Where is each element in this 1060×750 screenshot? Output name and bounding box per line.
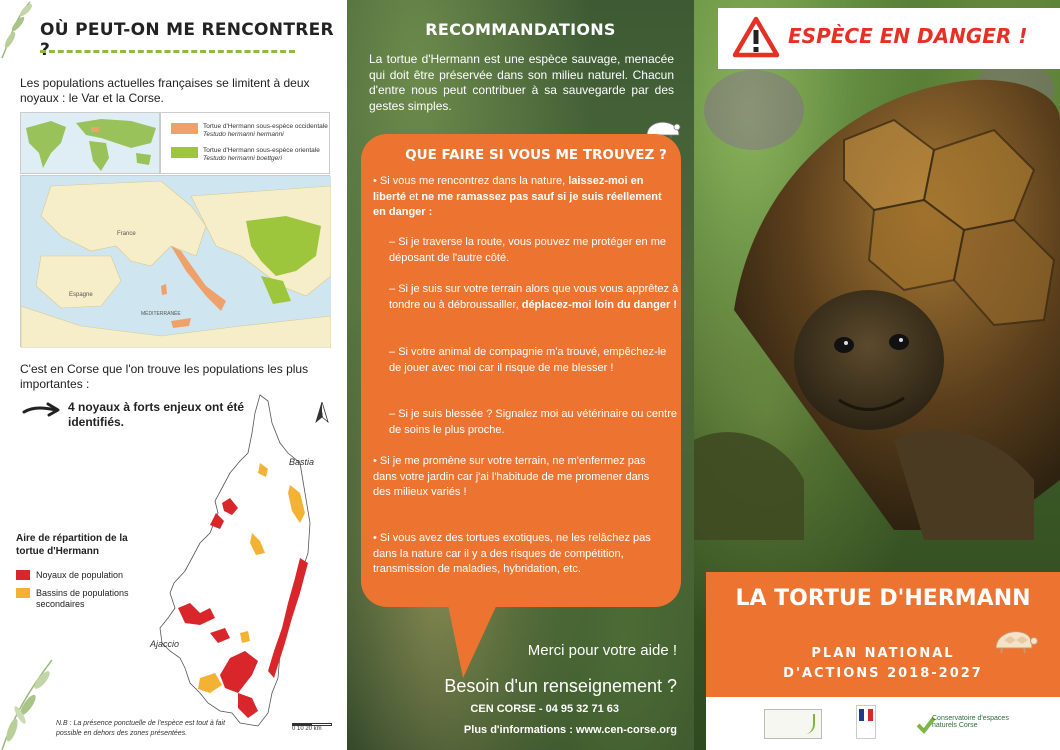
merci-text: Merci pour votre aide ! bbox=[527, 642, 677, 659]
legend-title: Aire de répartition de la tortue d'Hermann bbox=[16, 533, 128, 557]
title-block bbox=[706, 572, 1060, 697]
speech-bubble-tail bbox=[407, 600, 527, 680]
middle-panel bbox=[347, 0, 694, 750]
legend-noyaux: Noyaux de population bbox=[16, 570, 123, 581]
logo-republique bbox=[856, 705, 876, 739]
list-item-2: • Si je me promène sur votre terrain, ne m'enfermez pas dans votre jardin car j'ai l'habitude de me promener dans des milieux variés ! bbox=[373, 455, 650, 498]
sub-item-1: – Si je traverse la route, vous pouvez me protéger en me déposant de l'autre côté. bbox=[389, 236, 666, 264]
legend-item-west: Tortue d'Hermann sous-espèce occidentale Testudo hermanni hermanni bbox=[171, 123, 328, 139]
world-map bbox=[20, 112, 160, 174]
recommandations-text: La tortue d'Hermann est une espèce sauvage, menacée qui doit être préservée dans son milieu naturel. Chacun d'entre nous peut contribuer à sa sauvegarde par des gestes simples. bbox=[369, 52, 674, 113]
danger-label: ESPÈCE EN DANGER ! bbox=[788, 24, 1028, 48]
recommandations-title: RECOMMANDATIONS bbox=[425, 20, 616, 39]
left-panel bbox=[0, 0, 347, 750]
besoin-text: Besoin d'un renseignement ? bbox=[444, 676, 677, 696]
legend-swatch-green bbox=[171, 147, 198, 158]
olive-branch-bottom-icon bbox=[0, 655, 60, 750]
sub-item-2: – Si je suis sur votre terrain alors que vous vous apprêtez à tondre ou à débroussailler, déplacez-moi loin du danger ! bbox=[389, 283, 679, 311]
turtle-icon bbox=[992, 626, 1038, 656]
europe-map bbox=[20, 175, 330, 347]
list-item-3: • Si vous avez des tortues exotiques, ne les relâchez pas dans la nature car il y a des risques de compétition, transmission de maladies, hybridation, etc. bbox=[373, 532, 651, 575]
main-title: LA TORTUE D'HERMANN bbox=[735, 586, 1031, 611]
olive-branch-top-icon bbox=[0, 0, 36, 60]
city-label-bastia: Bastia bbox=[289, 457, 315, 467]
legend-bassins: Bassins de populations secondaires bbox=[16, 588, 136, 610]
corse-intro-text: C'est en Corse que l'on trouve les populations les plus importantes : bbox=[20, 362, 309, 391]
website-link[interactable]: Plus d'informations : www.cen-corse.org bbox=[463, 724, 677, 736]
speech-bubble bbox=[361, 134, 681, 607]
sub-item-4: – Si je suis blessée ? Signalez moi au vétérinaire ou centre de soins le plus proche. bbox=[389, 408, 678, 436]
north-arrow-icon: N bbox=[315, 402, 329, 429]
intro-text: Les populations actuelles françaises se limitent à deux noyaux : le Var et la Corse. bbox=[20, 76, 310, 105]
partner-logos bbox=[706, 697, 1060, 750]
warning-icon bbox=[732, 16, 780, 58]
section-title: OÙ PEUT-ON ME RENCONTRER ? bbox=[40, 20, 334, 60]
map-label-espagne: Espagne bbox=[69, 292, 93, 298]
sub-item-3: – Si votre animal de compagnie m'a trouvé, empêchez-le de jouer avec moi car il risque de me blesser ! bbox=[389, 346, 667, 374]
nb-note: N.B : La présence ponctuelle de l'espèce est tout à fait possible en dehors des zones présentées. bbox=[56, 720, 226, 737]
legend-swatch-yellow bbox=[16, 588, 30, 598]
tortoise-photo bbox=[694, 60, 1060, 580]
map-label-france: France bbox=[117, 231, 136, 237]
right-panel bbox=[694, 0, 1060, 750]
logo-cen-corse: Conservatoire d'espaces naturels Corse bbox=[932, 715, 1009, 729]
list-item-1: • Si vous me rencontrez dans la nature, laissez-moi en liberté et ne me ramassez pas sauf si je suis réellement en danger : bbox=[373, 175, 662, 218]
legend-swatch-orange bbox=[171, 123, 198, 134]
plan-national: PLAN NATIONAL D'ACTIONS 2018-2027 bbox=[783, 646, 983, 681]
scale-bar: 0 10 20 km bbox=[292, 723, 332, 732]
legend-swatch-red bbox=[16, 570, 30, 580]
danger-banner bbox=[718, 8, 1060, 69]
question-title: QUE FAIRE SI VOUS ME TROUVEZ ? bbox=[405, 147, 667, 163]
city-label-ajaccio: Ajaccio bbox=[150, 639, 180, 649]
dashed-divider bbox=[40, 50, 295, 53]
arrow-right-icon bbox=[22, 402, 62, 418]
logo-region bbox=[764, 709, 822, 739]
map-label-mediterranee: MÉDITERRANÉE bbox=[141, 311, 181, 317]
legend-item-east: Tortue d'Hermann sous-espèce orientale Testudo hermanni boettgeri bbox=[171, 147, 320, 163]
noyaux-text: 4 noyaux à forts enjeux ont été identifiés. bbox=[68, 400, 245, 429]
corsica-map bbox=[140, 393, 320, 728]
map-legend bbox=[160, 112, 330, 174]
cen-contact: CEN CORSE - 04 95 32 71 63 bbox=[470, 703, 619, 715]
